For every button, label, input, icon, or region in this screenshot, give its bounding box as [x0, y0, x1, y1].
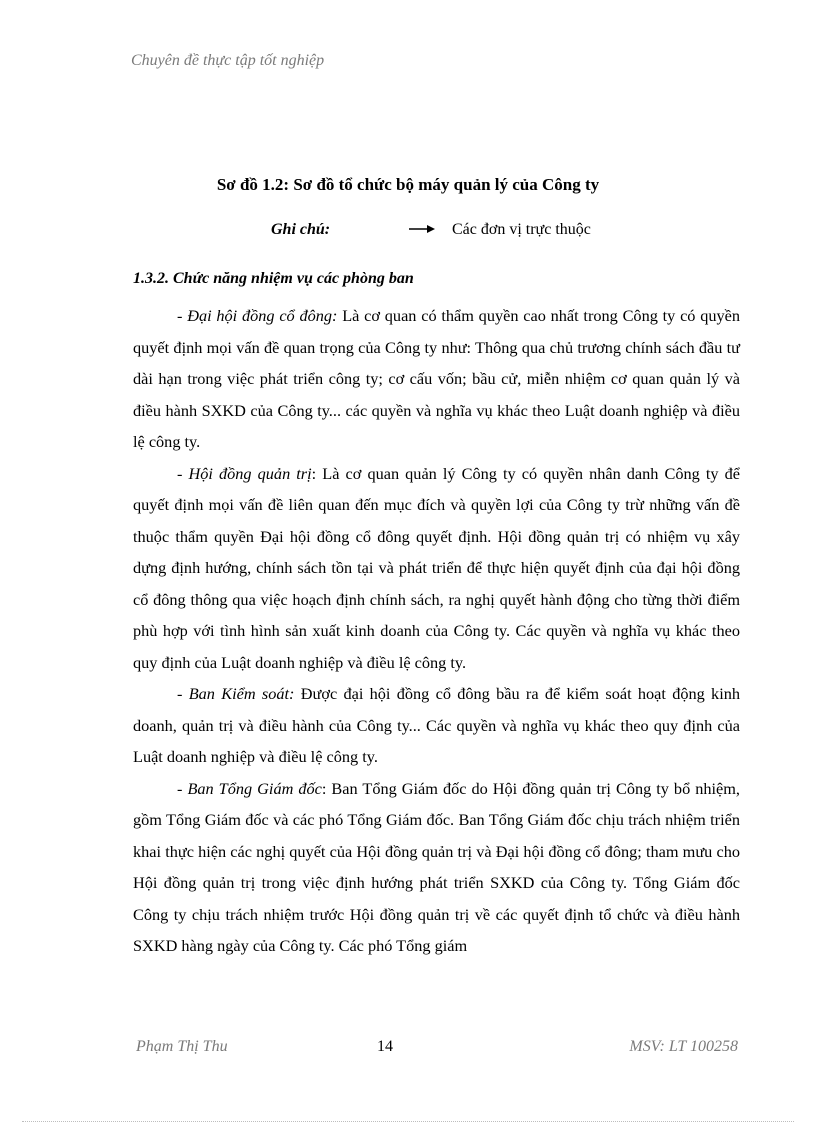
section-heading: 1.3.2. Chức năng nhiệm vụ các phòng ban [133, 270, 414, 287]
paragraph-text: Là cơ quan có thẩm quyền cao nhất trong Công ty có quyền quyết định mọi vấn đề quan trọng của Công ty như: Thông qua chủ trương chính sách đầu tư dài hạn trong việc phát triển công ty; cơ cấu vốn; bầu cử, miễn nhiệm cơ quan quản lý và điều hành SXKD của Công ty... các quyền và nghĩa vụ khác theo Luật doanh nghiệp và điều lệ công ty. [133, 306, 741, 451]
paragraph-general-meeting [133, 300, 740, 458]
footer-author: Phạm Thị Thu [136, 1038, 228, 1055]
paragraph-text: Được đại hội đồng cổ đông bầu ra để kiểm soát hoạt động kinh doanh, quản trị và điều hành của Công ty... Các quyền và nghĩa vụ khác theo quy định của Luật doanh nghiệp và điều lệ công ty. [133, 684, 741, 766]
paragraph-lead: - Hội đồng quản trị [177, 463, 312, 483]
right-arrow-icon [408, 219, 436, 244]
paragraph-text: : Là cơ quan quản lý Công ty có quyền nhân danh Công ty để quyết định mọi vấn đề liên quan đến mục đích và quyền lợi của Công ty trừ những vấn đề thuộc thẩm quyền Đại hội đồng cổ đông quyết định. Hội đồng quản trị có nhiệm vụ xây dựng định hướng, chính sách tồn tại và phát triển để thực hiện quyết định của đại hội đồng cổ đông thông qua việc hoạch định chính sách, ra nghị quyết hành động cho từng thời điểm phù hợp với tình hình sản xuất kinh doanh của Công ty. Các quyền và nghĩa vụ khác theo quy định của Luật doanh nghiệp và điều lệ công ty. [133, 463, 740, 672]
body-text [133, 300, 740, 962]
footer-student-id: MSV: LT 100258 [629, 1038, 738, 1055]
paragraph-supervisory-board [133, 678, 740, 773]
legend-label: Ghi chú: [271, 221, 331, 238]
paragraph-general-director [133, 773, 740, 962]
paragraph-text: : Ban Tổng Giám đốc do Hội đồng quản trị Công ty bổ nhiệm, gồm Tổng Giám đốc và các phó Tổng Giám đốc. Ban Tổng Giám đốc chịu trách nhiệm triển khai thực hiện các nghị quyết của Hội đồng quản trị và Đại hội đồng cổ đông; tham mưu cho Hội đồng quản trị trong việc định hướng phát triển SXKD của Công ty. Tổng Giám đốc Công ty chịu trách nhiệm trước Hội đồng quản trị về các quyết định tổ chức và điều hành SXKD hàng ngày của Công ty. Các phó Tổng giám [133, 778, 741, 955]
paragraph-lead: - Đại hội đồng cổ đông: [177, 306, 338, 325]
bottom-divider [22, 1121, 794, 1122]
page-number: 14 [377, 1038, 393, 1055]
running-header: Chuyên đề thực tập tốt nghiệp [131, 52, 325, 69]
legend-text: Các đơn vị trực thuộc [452, 221, 591, 238]
paragraph-lead: - Ban Tổng Giám đốc [177, 778, 322, 798]
diagram-title: Sơ đồ 1.2: Sơ đồ tổ chức bộ máy quản lý của Công ty [216, 175, 600, 194]
paragraph-lead: - Ban Kiểm soát: [177, 684, 295, 703]
paragraph-board-of-directors [133, 458, 740, 679]
